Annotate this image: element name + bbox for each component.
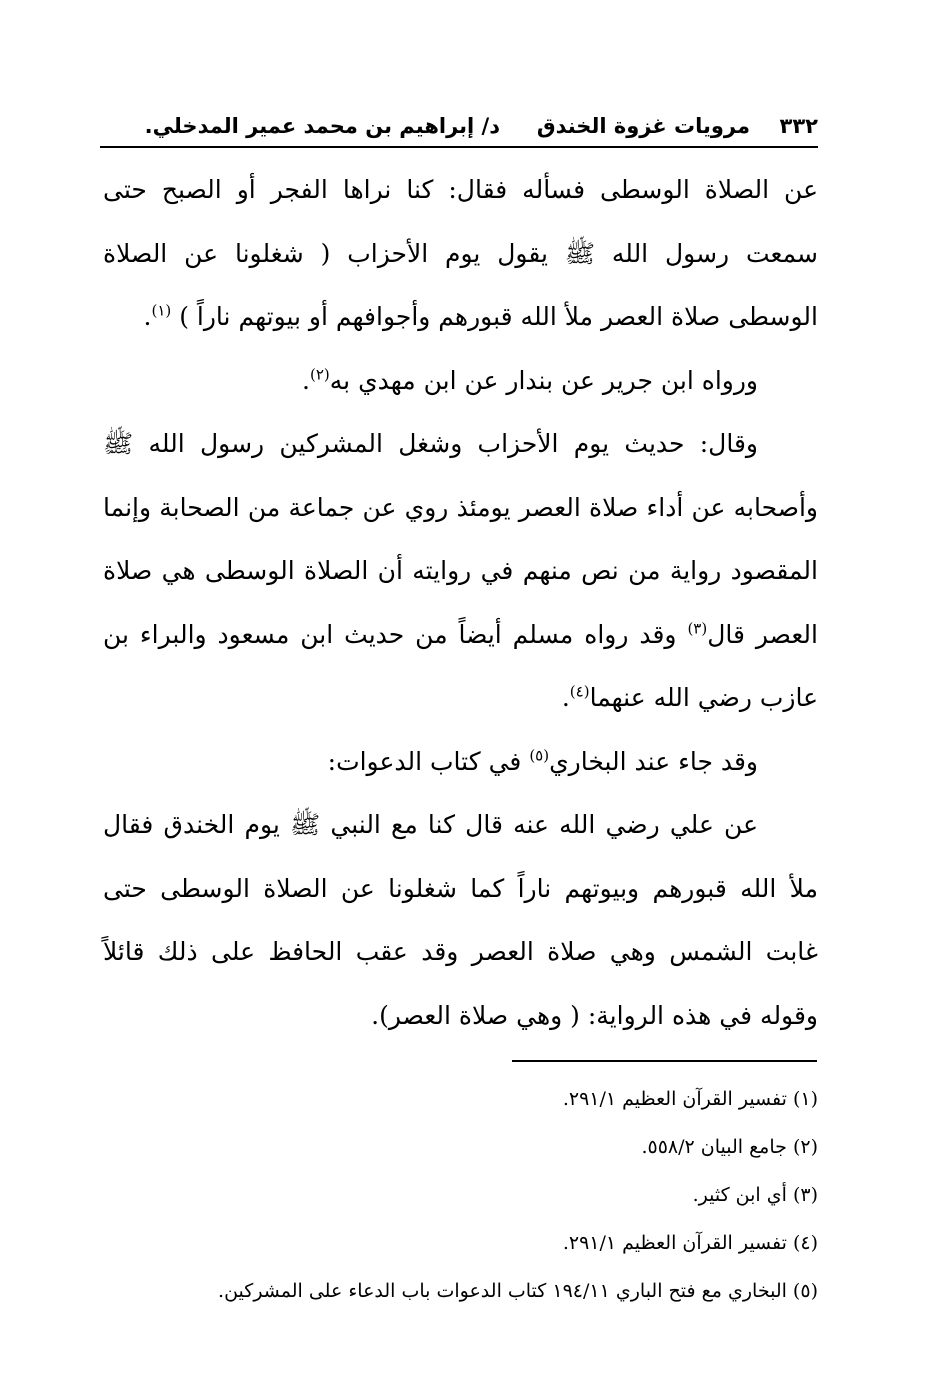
running-header — [100, 108, 818, 148]
page-number: ٣٣٢ — [779, 114, 818, 138]
footnote-1: (١) تفسير القرآن العظيم ٢٩١/١. — [562, 1088, 818, 1110]
paragraph-3 — [103, 412, 818, 730]
header-rule — [100, 146, 818, 148]
paragraph-4-text-a: وقد جاء عند البخاري — [549, 746, 758, 776]
footnote-ref-5: (٥) — [529, 746, 550, 765]
footnote-ref-4: (٤) — [569, 682, 590, 701]
paragraph-3-end: . — [561, 683, 570, 712]
paragraph-1 — [103, 158, 818, 349]
paragraph-5 — [103, 793, 818, 1047]
footnote-5: (٥) البخاري مع فتح الباري ١٩٤/١١ كتاب الدعوات باب الدعاء على المشركين. — [218, 1280, 818, 1302]
paragraph-5-text: عن علي رضي الله عنه قال كنا مع النبي ﷺ يوم الخندق فقال ملأ الله قبورهم وبيوتهم ناراً كما شغلونا عن الصلاة الوسطى حتى غابت الشمس وهي صلاة العصر وقد عقب الحافظ على ذلك قائلاً وقوله في هذه الرواية: ( وهي صلاة العصر). — [103, 810, 818, 1030]
paragraph-2 — [103, 349, 818, 413]
paragraph-4-text-b: في كتاب الدعوات: — [327, 746, 530, 776]
paragraph-4 — [103, 730, 818, 794]
main-text — [103, 158, 818, 1047]
footnote-ref-3: (٣) — [687, 619, 708, 638]
book-title: مرويات غزوة الخندق — [536, 114, 750, 138]
footnotes — [103, 1075, 818, 1315]
paragraph-1-end: . — [143, 302, 152, 331]
footnote-ref-1: (١) — [151, 301, 172, 320]
paragraph-2-end: . — [302, 365, 310, 395]
paragraph-3-text-a: وقال: حديث يوم الأحزاب وشغل المشركين رسول الله ﷺ وأصحابه عن أداء صلاة العصر يومئذ روي عن جماعة من الصحابة وإنما المقصود رواية من نص منهم في روايته أن الصلاة الوسطى هي صلاة العصر قال — [103, 429, 818, 649]
footnote-4: (٤) تفسير القرآن العظيم ٢٩١/١. — [562, 1232, 818, 1254]
footnote-separator — [512, 1060, 817, 1062]
paragraph-2-text: ورواه ابن جرير عن بندار عن ابن مهدي به — [329, 365, 758, 395]
footnote-ref-2: (٢) — [310, 365, 330, 384]
footnote-2: (٢) جامع البيان ٥٥٨/٢. — [641, 1136, 818, 1158]
author-name: د/ إبراهيم بن محمد عمير المدخلي. — [144, 114, 500, 138]
footnote-3: (٣) أي ابن كثير. — [692, 1184, 818, 1206]
paragraph-1-text: عن الصلاة الوسطى فسأله فقال: كنا نراها الفجر أو الصبح حتى سمعت رسول الله ﷺ يقول يوم الأحزاب ( شغلونا عن الصلاة الوسطى صلاة العصر ملأ الله قبورهم وأجوافهم أو بيوتهم ناراً ) — [103, 175, 818, 331]
paragraph-3-text-b: وقد رواه مسلم أيضاً من حديث ابن مسعود والبراء بن عازب رضي الله عنهما — [103, 619, 818, 712]
